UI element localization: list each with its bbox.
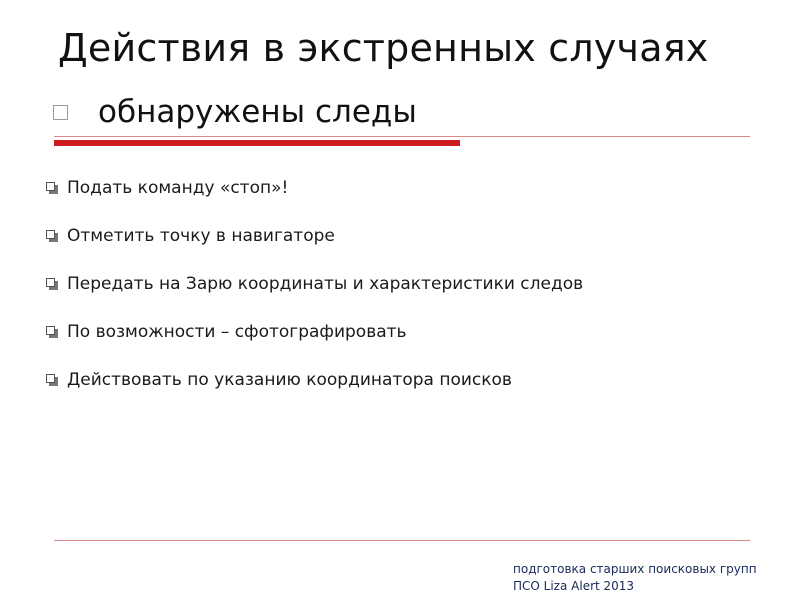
shadowed-square-icon xyxy=(46,278,59,291)
title-divider-thin xyxy=(54,136,750,137)
list-item-text: Действовать по указанию координатора поисков xyxy=(67,370,512,390)
shadowed-square-icon xyxy=(46,230,59,243)
shadowed-square-icon xyxy=(46,182,59,195)
footer-line-2: ПСО Liza Alert 2013 xyxy=(513,579,635,593)
shadowed-square-icon xyxy=(46,374,59,387)
list-item xyxy=(46,368,583,392)
hollow-square-icon xyxy=(53,105,68,120)
slide-subtitle: обнаружены следы xyxy=(98,94,417,130)
footer-line-1: подготовка старших поисковых групп xyxy=(513,562,757,576)
slide-title: Действия в экстренных случаях xyxy=(58,26,709,70)
shadowed-square-icon xyxy=(46,326,59,339)
list-item-text: По возможности – сфотографировать xyxy=(67,322,407,342)
list-item xyxy=(46,320,583,344)
list-item-text: Передать на Зарю координаты и характеристики следов xyxy=(67,274,584,294)
list-item xyxy=(46,272,583,296)
footer-divider xyxy=(54,540,750,541)
action-list xyxy=(46,176,583,416)
list-item xyxy=(46,176,583,200)
list-item xyxy=(46,224,583,248)
list-item-text: Подать команду «стоп»! xyxy=(67,178,289,198)
subtitle-row xyxy=(53,92,417,132)
footer-credit xyxy=(513,561,757,595)
list-item-text: Отметить точку в навигаторе xyxy=(67,226,335,246)
title-divider-accent xyxy=(54,140,460,146)
